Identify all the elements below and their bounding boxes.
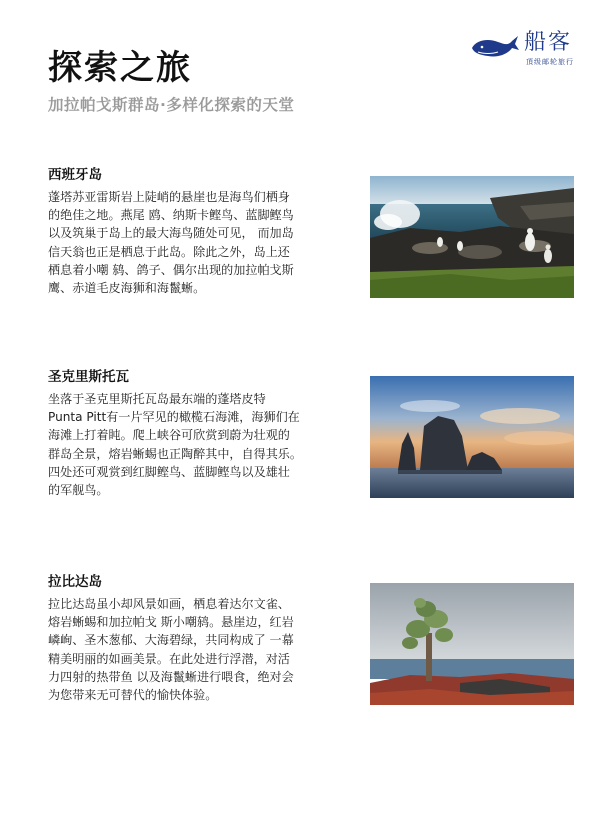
section-body: 蓬塔苏亚雷斯岩上陡峭的悬崖也是海鸟们栖身 的绝佳之地。燕尾 鸥、纳斯卡鲣鸟、蓝脚鲣鸟 以及筑巢于岛上的最大海鸟随处可见， 而加岛 信天翁也正是栖息于此岛。除此之外，岛上还 栖息着小嘲 鸫、鸽子、偶尔出现的加拉帕戈斯 鹰、赤道毛皮海狮和海鬣蜥。 (48, 190, 294, 296)
whale-icon (470, 32, 520, 62)
brand-logo (470, 30, 590, 70)
page-title: 探索之旅 (48, 48, 192, 88)
section-title: 拉比达岛 (48, 574, 102, 590)
cactus-coast-photo (370, 583, 574, 705)
rocky-coast-photo (370, 176, 574, 298)
section-body: 坐落于圣克里斯托瓦岛最东端的蓬塔皮特 Punta Pitt有一片罕见的橄榄石海滩，海狮们在 海滩上打着盹。爬上峡谷可欣赏到蔚为壮观的 群岛全景，熔岩蜥蜴也正陶醉其中，自得其乐。 四处还可观赏到红脚鲣鸟、蓝脚鲣鸟以及雄壮 的军舰鸟。 (48, 392, 302, 498)
logo-tagline: 頂级邮轮旅行 (526, 58, 574, 66)
logo-name: 船客 (524, 30, 573, 55)
kicker-rock-photo (370, 376, 574, 498)
section-body: 拉比达岛虽小却风景如画，栖息着达尔文雀、 熔岩蜥蜴和加拉帕戈 斯小嘲鸫。悬崖边，红岩 嶙峋、圣木葱郁、大海碧绿，共同构成了 一幕 精美明丽的如画美景。在此处进行浮潜，对活 力四射的热带鱼 以及海鬣蜥进行喂食，绝对会 为您带来无可替代的愉快体验。 (48, 597, 294, 703)
section-title: 圣克里斯托瓦 (48, 369, 129, 385)
page-subtitle: 加拉帕戈斯群岛·多样化探索的天堂 (48, 96, 295, 114)
section-title: 西班牙岛 (48, 167, 102, 183)
section-espanola (48, 166, 576, 297)
section-san-cristobal (48, 368, 576, 499)
section-rabida (48, 573, 576, 704)
